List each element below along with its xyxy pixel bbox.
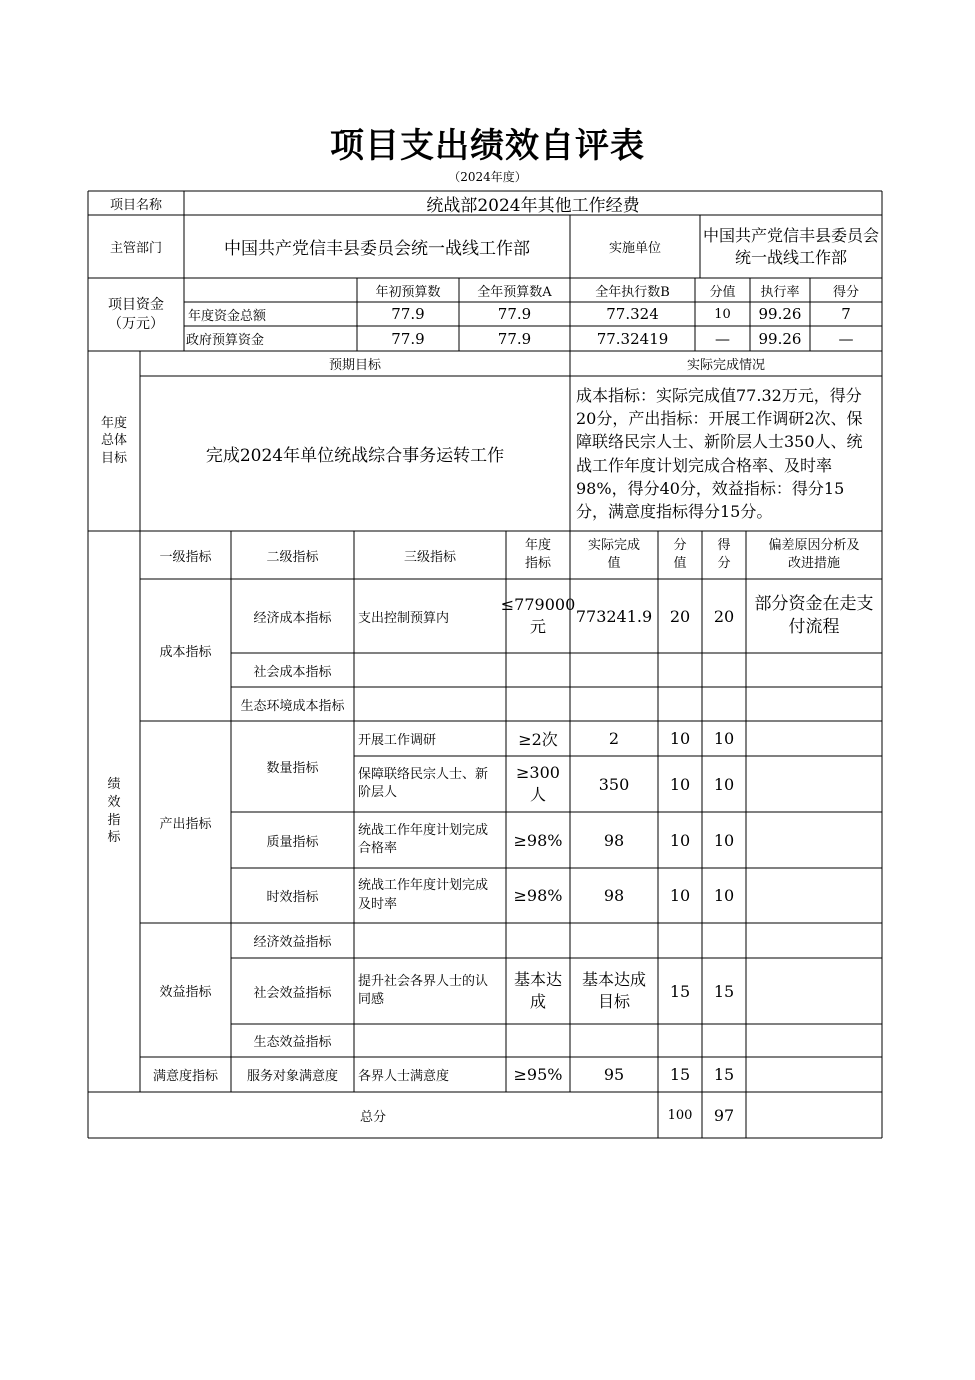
goals-expected-label: 预期目标 bbox=[328, 358, 381, 373]
total-score: 97 bbox=[713, 1105, 735, 1125]
output-quality-actual: 98 bbox=[603, 830, 625, 850]
output-quantity-target: ≥2次 bbox=[518, 730, 558, 749]
goals-actual-label: 实际完成情况 bbox=[686, 358, 765, 373]
cost-econ-score-value: 20 bbox=[669, 606, 691, 626]
output-level1: 产出指标 bbox=[159, 816, 212, 832]
funds-row-full: 77.9 bbox=[497, 329, 532, 348]
satisfaction-score-value: 15 bbox=[669, 1065, 691, 1084]
output-quality-level2: 质量指标 bbox=[266, 834, 319, 850]
cost-level1: 成本指标 bbox=[159, 644, 212, 660]
funds-row-full: 77.9 bbox=[497, 305, 532, 323]
funds-col-full: 全年预算数A bbox=[477, 284, 552, 300]
benefit-social-level3: 提升社会各界人士的认同感 bbox=[358, 973, 489, 1007]
col-score-value: 分值 bbox=[673, 538, 687, 571]
funds-row-rate: 99.26 bbox=[758, 329, 802, 348]
cost-econ-level3: 支出控制预算内 bbox=[358, 610, 450, 626]
funds-col-score: 得分 bbox=[832, 284, 859, 300]
benefit-social-level2: 社会效益指标 bbox=[253, 985, 332, 1001]
funds-row-name: 政府预算资金 bbox=[186, 333, 265, 348]
col-score: 得分 bbox=[717, 538, 731, 571]
funds-row-score-value: 10 bbox=[714, 306, 731, 322]
satisfaction-level2: 服务对象满意度 bbox=[246, 1069, 338, 1084]
output-timeliness-target: ≥98% bbox=[513, 886, 563, 905]
output-quantity-level3: 开展工作调研 bbox=[358, 733, 437, 748]
cost-econ-target: ≤779000元 bbox=[500, 595, 576, 636]
funds-col-score-value: 分值 bbox=[709, 284, 736, 300]
benefit-eco-level2: 生态效益指标 bbox=[253, 1035, 332, 1050]
benefit-econ-level2: 经济效益指标 bbox=[253, 935, 332, 950]
satisfaction-level3: 各界人士满意度 bbox=[358, 1069, 450, 1084]
output-quantity-actual: 2 bbox=[608, 729, 620, 748]
project-name-label: 项目名称 bbox=[109, 197, 162, 213]
funds-label: 项目资金（万元） bbox=[108, 296, 164, 332]
output-quantity-score-value: 10 bbox=[669, 774, 691, 794]
page-title: 项目支出绩效自评表 bbox=[330, 126, 645, 166]
dept-label: 主管部门 bbox=[109, 241, 162, 256]
funds-row-score: 7 bbox=[841, 305, 851, 323]
output-quantity-level2: 数量指标 bbox=[266, 761, 319, 776]
funds-row-initial: 77.9 bbox=[391, 329, 425, 348]
funds-col-rate: 执行率 bbox=[760, 284, 800, 300]
output-timeliness-level2: 时效指标 bbox=[266, 890, 319, 905]
benefit-social-actual: 基本达成目标 bbox=[581, 970, 646, 1011]
cost-econ-analysis: 部分资金在走支付流程 bbox=[754, 594, 874, 637]
output-quantity-level3: 保障联络民宗人士、新阶层人 bbox=[358, 766, 489, 800]
output-timeliness-score-value: 10 bbox=[669, 886, 691, 905]
col-actual: 实际完成值 bbox=[588, 538, 641, 571]
total-score-value: 100 bbox=[667, 1107, 693, 1123]
funds-row-rate: 99.26 bbox=[758, 305, 802, 323]
output-quality-level3: 统战工作年度计划完成合格率 bbox=[358, 822, 489, 856]
total-label: 总分 bbox=[359, 1109, 386, 1125]
project-name-value: 统战部2024年其他工作经费 bbox=[426, 195, 640, 216]
cost-econ-score: 20 bbox=[713, 606, 735, 626]
output-quantity-score-value: 10 bbox=[669, 729, 691, 748]
output-quality-score-value: 10 bbox=[669, 830, 691, 850]
funds-row-initial: 77.9 bbox=[391, 305, 425, 323]
benefit-social-target: 基本达成 bbox=[513, 970, 562, 1011]
funds-row-name: 年度资金总额 bbox=[188, 308, 267, 324]
output-timeliness-score: 10 bbox=[713, 886, 735, 905]
satisfaction-score: 15 bbox=[713, 1065, 735, 1084]
output-quantity-score: 10 bbox=[713, 729, 735, 748]
col-analysis: 偏差原因分析及改进措施 bbox=[768, 538, 860, 571]
year-label: （2024年度） bbox=[448, 170, 527, 184]
output-quantity-target: ≥300人 bbox=[516, 763, 560, 804]
impl-value: 中国共产党信丰县委员会统一战线工作部 bbox=[703, 225, 880, 267]
funds-row-exec: 77.32419 bbox=[596, 329, 669, 348]
col-level2: 二级指标 bbox=[266, 549, 319, 565]
dept-value: 中国共产党信丰县委员会统一战线工作部 bbox=[224, 239, 530, 259]
cost-econ-level2: 经济成本指标 bbox=[253, 610, 332, 626]
benefit-level1: 效益指标 bbox=[159, 984, 212, 1000]
funds-col-exec: 全年执行数B bbox=[595, 284, 670, 300]
output-quality-target: ≥98% bbox=[513, 830, 563, 850]
benefit-social-score-value: 15 bbox=[669, 981, 691, 1001]
indicators-label: 绩效指标 bbox=[107, 777, 121, 846]
cost-social-level2: 社会成本指标 bbox=[253, 664, 332, 680]
output-timeliness-actual: 98 bbox=[603, 886, 625, 905]
funds-row-score: — bbox=[838, 329, 854, 348]
satisfaction-actual: 95 bbox=[603, 1065, 625, 1084]
satisfaction-level1: 满意度指标 bbox=[152, 1069, 218, 1084]
funds-row-score-value: — bbox=[715, 329, 730, 348]
col-level1: 一级指标 bbox=[159, 549, 212, 565]
output-quantity-score: 10 bbox=[713, 774, 735, 794]
goals-expected: 完成2024年单位统战综合事务运转工作 bbox=[205, 446, 505, 466]
goals-label: 年度总体目标 bbox=[100, 415, 127, 466]
benefit-social-score: 15 bbox=[713, 981, 735, 1001]
goals-actual: 成本指标：实际完成值77.32万元，得分20分，产出指标：开展工作调研2次、保障联络民宗人士、新阶层人士350人、统战工作年度计划完成合格率、及时率98%，得分40分，效益指标：得分15分，满意度指标得分15分。 bbox=[576, 385, 863, 521]
output-quantity-actual: 350 bbox=[598, 774, 630, 794]
col-target: 年度指标 bbox=[524, 538, 551, 571]
cost-econ-actual: 773241.9 bbox=[575, 606, 653, 626]
funds-row-exec: 77.324 bbox=[606, 305, 659, 323]
cost-eco-level2: 生态环境成本指标 bbox=[240, 698, 345, 714]
satisfaction-target: ≥95% bbox=[513, 1065, 563, 1084]
col-level3: 三级指标 bbox=[403, 549, 456, 565]
impl-label: 实施单位 bbox=[608, 241, 661, 256]
funds-col-initial: 年初预算数 bbox=[375, 284, 441, 300]
output-quality-score: 10 bbox=[713, 830, 735, 850]
output-timeliness-level3: 统战工作年度计划完成及时率 bbox=[358, 878, 489, 912]
